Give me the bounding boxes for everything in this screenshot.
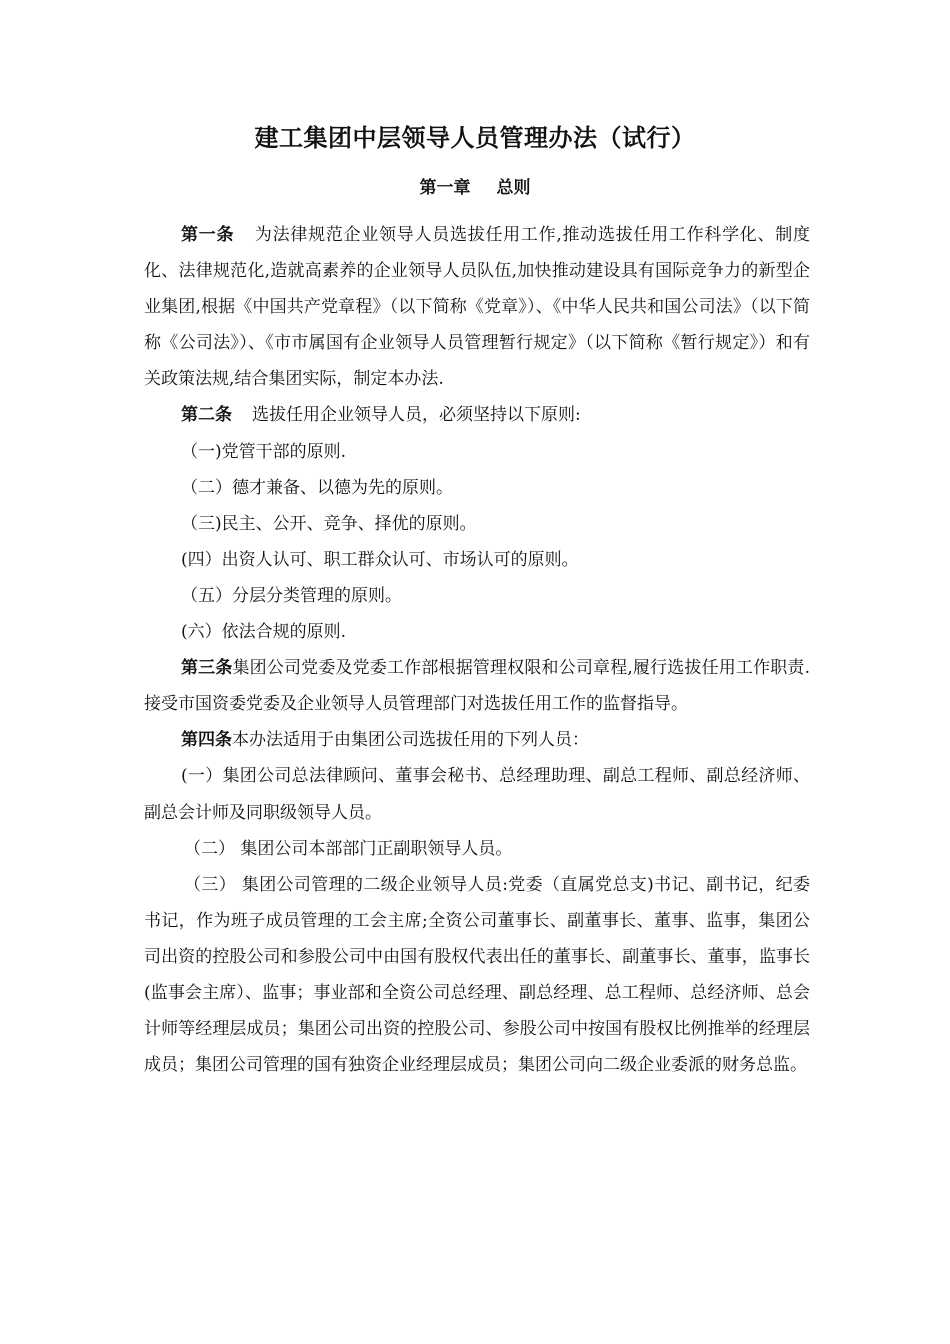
article-3: [144, 650, 810, 722]
list-item: (六）依法合规的原则.: [181, 622, 347, 643]
chapter-number: 第一章: [419, 178, 471, 198]
list-item: （二） 集团公司本部部门正副职领导人员。: [184, 838, 513, 859]
list-item: （一)党管干部的原则.: [181, 441, 347, 462]
list-item: （二）德才兼备、以德为先的原则。: [181, 477, 453, 498]
article-text: 本办法适用于由集团公司选拔任用的下列人员：: [232, 730, 589, 751]
list-item: (一）集团公司总法律顾问、董事会秘书、总经理助理、副总工程师、副总经济师、副总会计师及同职级领导人员。: [144, 766, 810, 823]
article-label: 第二条: [181, 405, 232, 426]
chapter-heading: [0, 172, 950, 204]
document-body: [144, 217, 810, 1083]
article-text: 选拔任用企业领导人员，必须坚持以下原则:: [252, 405, 581, 426]
document-title: 建工集团中层领导人员管理办法（试行）: [254, 124, 696, 152]
article-text: 集团公司党委及党委工作部根据管理权限和公司章程,履行选拔任用工作职责.接受市国资委党委及企业领导人员管理部门对选拔任用工作的监督指导。: [144, 658, 811, 715]
chapter-name: 总则: [496, 178, 531, 198]
list-item: （三） 集团公司管理的二级企业领导人员:党委（直属党总支)书记、副书记，纪委书记，作为班子成员管理的工会主席;全资公司董事长、副董事长、董事、监事，集团公司出资的控股公司和参股公司中由国有股权代表出任的董事长、副董事长、董事，监事长(监事会主席）、监事；事业部和全资公司总经理、副总经理、总工程师、总经济师、总会计师等经理层成员；集团公司出资的控股公司、参股公司中按国有股权比例推举的经理层成员；集团公司管理的国有独资企业经理层成员；集团公司向二级企业委派的财务总监。: [144, 874, 810, 1076]
article-1: [144, 217, 810, 397]
list-item: （五）分层分类管理的原则。: [181, 585, 402, 606]
article-text: 为法律规范企业领导人员选拔任用工作,推动选拔任用工作科学化、制度化、法律规范化,造就高素养的企业领导人员队伍,加快推动建设具有国际竞争力的新型企业集团,根据《中国共产党章程》（以下简称《党章》）、《中华人民共和国公司法》（以下简称《公司法》）、《市市属国有企业领导人员管理暂行规定》（以下简称《暂行规定》）和有关政策法规,结合集团实际，制定本办法.: [144, 225, 811, 390]
article-label: 第三条: [181, 658, 233, 679]
article-4: [144, 722, 810, 758]
article-2: [144, 397, 810, 433]
article-label: 第一条: [181, 225, 235, 245]
list-item: （三)民主、公开、竞争、择优的原则。: [181, 513, 477, 534]
list-item: (四）出资人认可、职工群众认可、市场认可的原则。: [181, 549, 579, 570]
article-label: 第四条: [181, 730, 232, 751]
